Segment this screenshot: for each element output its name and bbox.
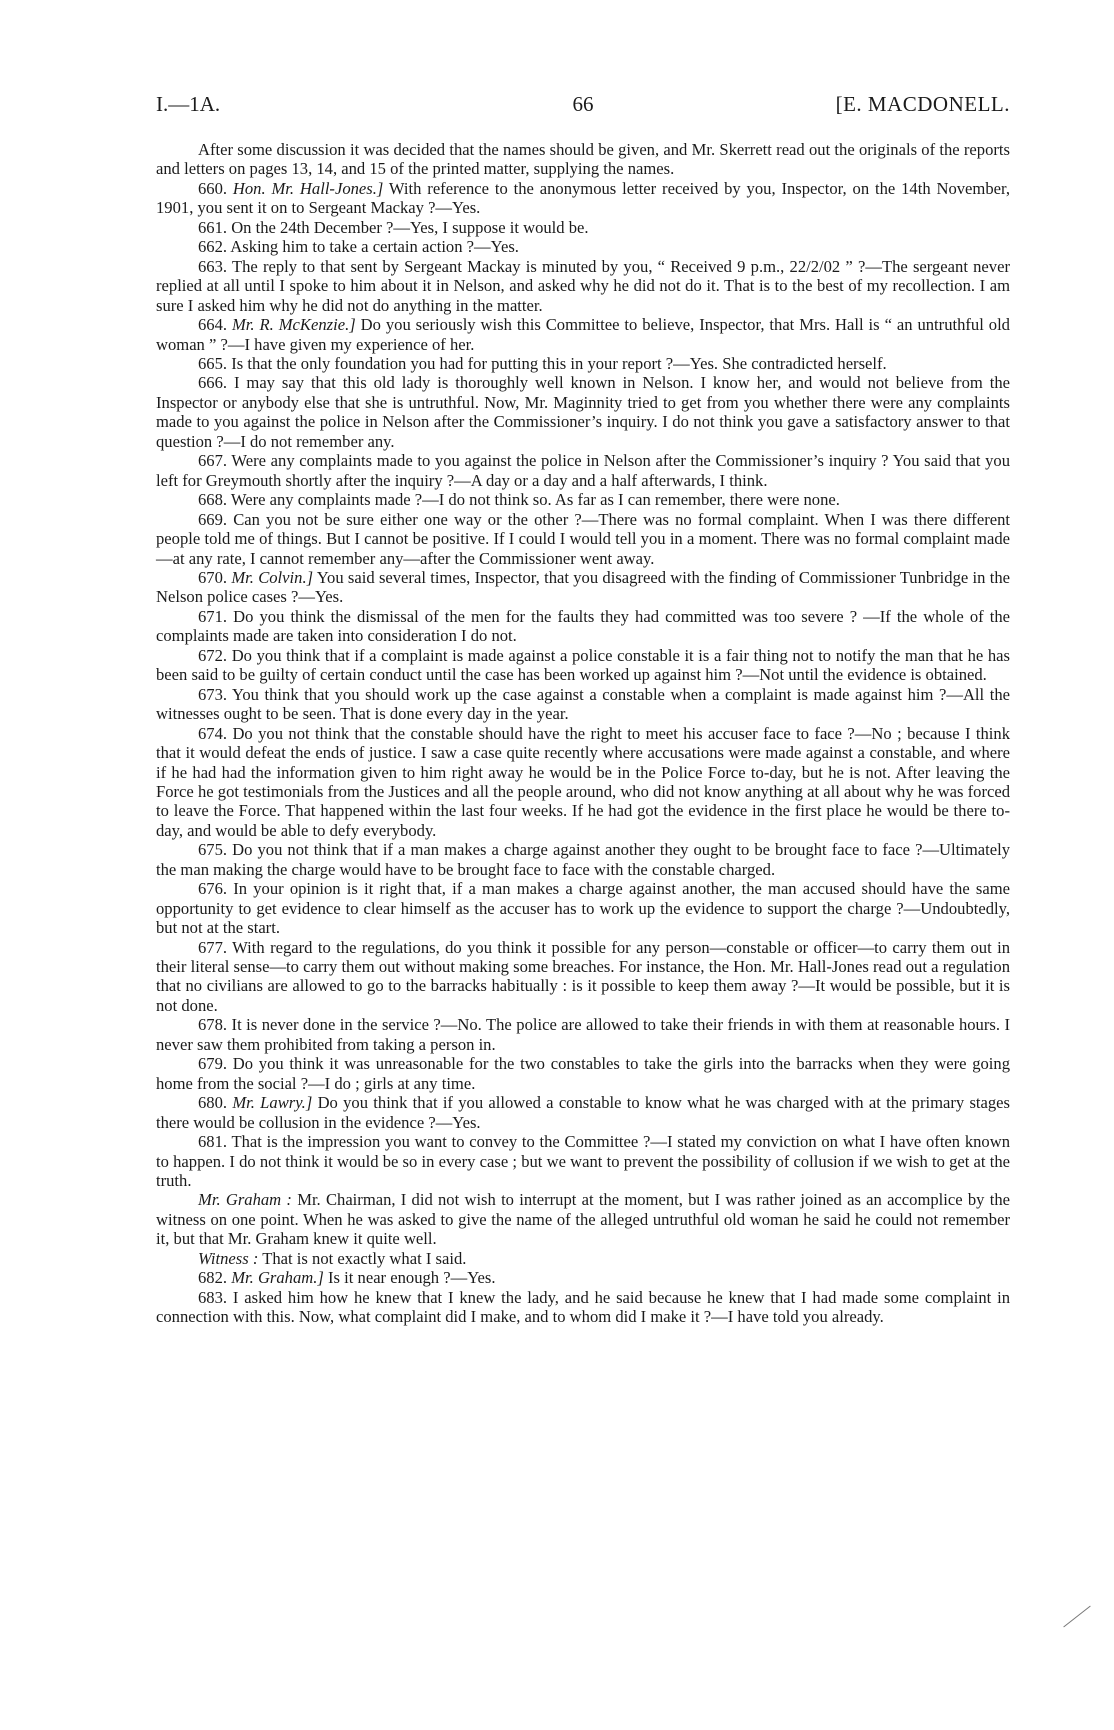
paragraph: 681. That is the impression you want to convey to the Committee ?—I stated my conviction on what I have often known to happen. I do not think it would be so in every case ; but we want to prevent the possibility of collusion if we wish to get at the truth.	[156, 1132, 1010, 1191]
paragraph: 667. Were any complaints made to you against the police in Nelson after the Commissioner’s inquiry ? You said that you left for Greymouth shortly after the inquiry ?—A day or a day and a half afterwards, I think.	[156, 451, 1010, 490]
paragraph: 672. Do you think that if a complaint is made against a police constable it is a fair thing not to notify the man that he has been said to be guilty of certain conduct until the case has been worked up against him ?—Not until the evidence is obtained.	[156, 645, 1011, 685]
paragraph: 669. Can you not be sure either one way or the other ?—There was no formal complaint. When I was there different people told me of things. But I cannot be positive. If I could I would tell you in a moment. There was no formal complaint made—at any rate, I cannot remember any—after the Commissioner went away.	[156, 509, 1010, 568]
paragraph: 663. The reply to that sent by Sergeant Mackay is minuted by you, “ Received 9 p.m., 22/2/02 ” ?—The sergeant never replied at all until I spoke to him about it in Nelson, and asked why he did not do it. That is to the best of my recollection. I am sure I asked him why he did not do anything in the matter.	[156, 256, 1010, 315]
paragraph: Mr. Graham : Mr. Chairman, I did not wish to interrupt at the moment, but I was rather joined as an accomplice by the witness on one point. When he was asked to give the name of the alleged untruthful old woman he said he could not remember it, but that Mr. Graham knew it quite well.	[156, 1190, 1010, 1249]
paragraph: 668. Were any complaints made ?—I do not think so. As far as I can remember, there were none.	[198, 490, 840, 510]
paragraph: 665. Is that the only foundation you had for putting this in your report ?—Yes. She contradicted herself.	[198, 353, 887, 373]
margin-pencil-mark	[1063, 1606, 1090, 1628]
paragraph: 682. Mr. Graham.] Is it near enough ?—Yes.	[198, 1268, 496, 1288]
paragraph: 664. Mr. R. McKenzie.] Do you seriously wish this Committee to believe, Inspector, that Mrs. Hall is “ an untruthful old woman ” ?—I have given my experience of her.	[156, 315, 1010, 354]
page-header	[156, 92, 1010, 122]
paragraph: 671. Do you think the dismissal of the men for the faults they had committed was too severe ? —If the whole of the complaints made are taken into consideration I do not.	[156, 606, 1010, 646]
paragraph: 662. Asking him to take a certain action ?—Yes.	[198, 237, 519, 257]
paragraph: 661. On the 24th December ?—Yes, I suppose it would be.	[198, 217, 589, 237]
paragraph: 683. I asked him how he knew that I knew the lady, and he said because he knew that I had made some complaint in connection with this. Now, what complaint did I make, and to whom did I make it ?—I have told you already.	[156, 1287, 1010, 1327]
paragraph: 666. I may say that this old lady is thoroughly well known in Nelson. I know her, and would not believe from the Inspector or anybody else that she is untruthful. Now, Mr. Maginnity tried to get from you whether there were any complaints made to you against the police in Nelson after the Commissioner’s inquiry. I do not think you gave a satisfactory answer to that question ?—I do not remember any.	[156, 373, 1010, 451]
page-number: 66	[572, 92, 594, 116]
paragraph: 676. In your opinion is it right that, if a man makes a charge against another, the man accused should have the same opportunity to get evidence to clear himself as the accuser has to work up the evidence to support the charge ?—Undoubtedly, but not at the start.	[156, 879, 1010, 938]
paragraph: 677. With regard to the regulations, do you think it possible for any person—constable or officer—to carry them out in their literal sense—to carry them out without making some breaches. For instance, the Hon. Mr. Hall-Jones read out a regulation that no civilians are allowed to go to the barracks habitually : is it possible to keep them away ?—It would be possible, but it is not done.	[156, 937, 1010, 1015]
paragraph: 679. Do you think it was unreasonable for the two constables to take the girls into the barracks when they were going home from the social ?—I do ; girls at any time.	[156, 1054, 1010, 1093]
paragraph: 675. Do you not think that if a man makes a charge against another they ought to be brought face to face ?—Ultimately the man making the charge would have to be brought face to face with the constable charged.	[156, 840, 1011, 879]
paragraph: 680. Mr. Lawry.] Do you think that if you allowed a constable to know what he was charged with at the primary stages there would be collusion in the evidence ?—Yes.	[156, 1093, 1011, 1132]
paragraph: 674. Do you not think that the constable should have the right to meet his accuser face to face ?—No ; because I think that it would defeat the ends of justice. I saw a case quite recently where accusations were made against a constable, and where if he had had the information given to him right away he would be in the Police Force to-day, but he is not. After leaving the Force he got testimonials from the Justices and all the people around, who did not know anything at all about why he was forced to leave the Force. That happened within the last four weeks. If he had got the evidence in the first place he would be there to-day, and would be able to defy everybody.	[156, 723, 1011, 840]
witness-name: [E. MACDONELL.	[835, 92, 1010, 116]
evidence-body	[156, 140, 1010, 1327]
paragraph: 678. It is never done in the service ?—No. The police are allowed to take their friends in with them at reasonable hours. I never saw them prohibited from taking a person in.	[156, 1015, 1011, 1054]
paragraph: 660. Hon. Mr. Hall-Jones.] With reference to the anonymous letter received by you, Inspector, on the 14th November, 1901, you sent it on to Sergeant Mackay ?—Yes.	[156, 178, 1010, 218]
paragraph: Witness : That is not exactly what I said.	[198, 1248, 467, 1268]
paragraph: After some discussion it was decided that the names should be given, and Mr. Skerrett read out the originals of the reports and letters on pages 13, 14, and 15 of the printed matter, supplying the names.	[156, 140, 1010, 179]
paragraph: 670. Mr. Colvin.] You said several times, Inspector, that you disagreed with the finding of Commissioner Tunbridge in the Nelson police cases ?—Yes.	[156, 567, 1010, 607]
paragraph: 673. You think that you should work up the case against a constable when a complaint is made against him ?—All the witnesses ought to be seen. That is done every day in the year.	[156, 684, 1010, 724]
paper-reference: I.—1A.	[156, 92, 221, 116]
